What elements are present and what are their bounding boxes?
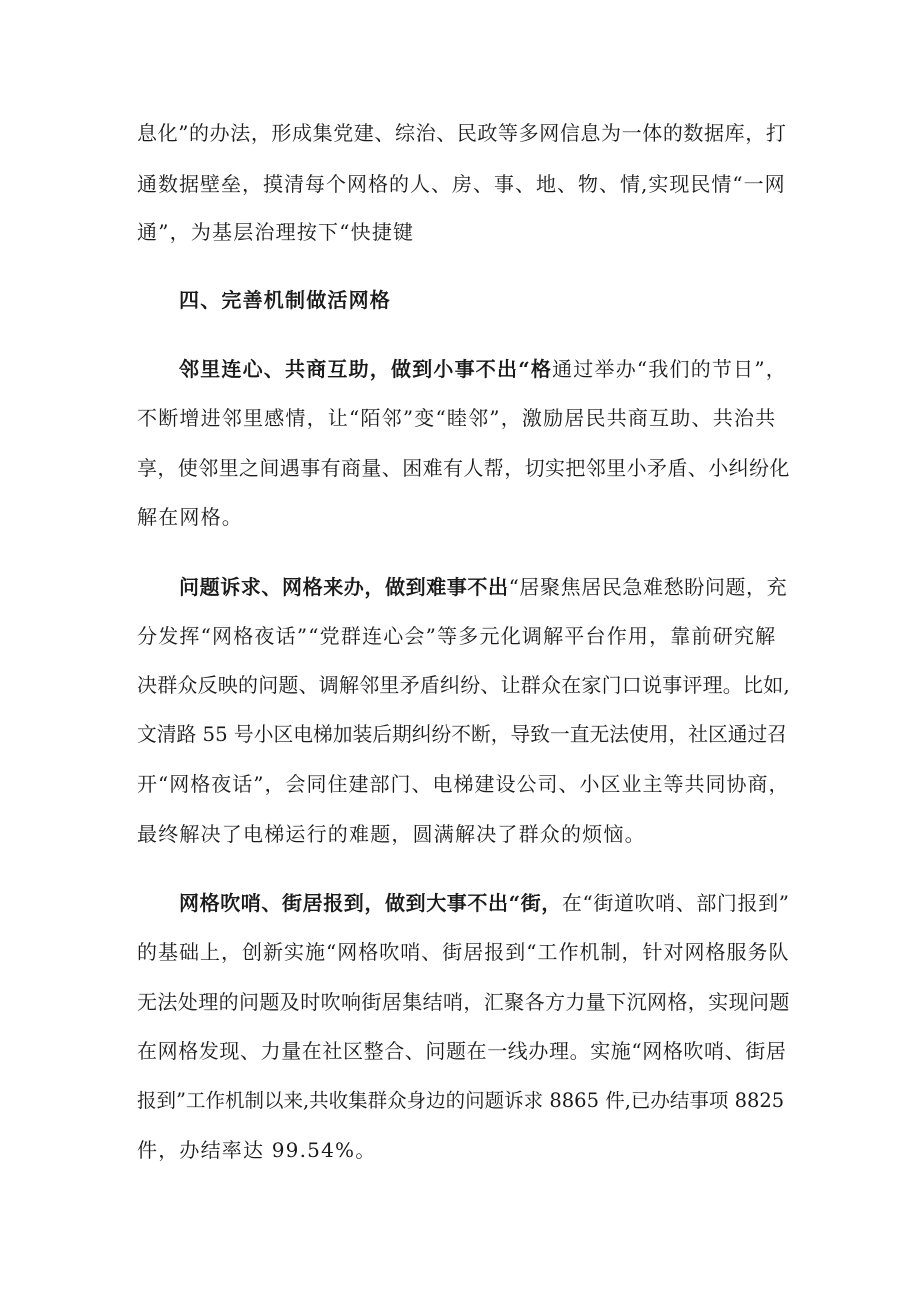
paragraph-3-line-5: 开“网格夜话”，会同住建部门、电梯建设公司、小区业主等共同协商， [137, 772, 790, 796]
paragraph-3-line-6: 最终解决了电梯运行的难题，圆满解决了群众的烦恼。 [137, 822, 646, 846]
paragraph-4-line-4: 在网格发现、力量在社区整合、问题在一线办理。实施“网格吹哨、街居 [137, 1039, 787, 1063]
paragraph-1-line-3: 通”，为基层治理按下“快捷键 [137, 220, 415, 244]
paragraph-3-lead-line [179, 575, 787, 599]
paragraph-3-line-4: 文清路 55 号小区电梯加装后期纠纷不断，导致一直无法使用，社区通过召 [137, 723, 787, 746]
paragraph-2-lead-bold: 邻里连心、共商互助，做到小事不出“格 [179, 357, 553, 381]
paragraph-1-line-1: 息化”的办法，形成集党建、综治、民政等多网信息为一体的数据库，打 [137, 121, 787, 145]
paragraph-2-line-2: 不断增进邻里感情，让“陌邻”变“睦邻”，激励居民共商互助、共治共 [137, 406, 777, 430]
paragraph-2-lead-rest: 通过举办“我们的节日”， [552, 357, 787, 381]
paragraph-4-line-6: 件，办结率达 99.54%。 [137, 1138, 377, 1162]
paragraph-4-lead-rest: 在“街道吹哨、部门报到” [561, 891, 790, 915]
paragraph-3-lead-bold: 问题诉求、网格来办，做到难事不出 [179, 575, 509, 599]
paragraph-4-lead-line [179, 891, 790, 915]
paragraph-1-line-2: 通数据壁垒，摸清每个网格的人、房、事、地、物、情,实现民情“一网 [137, 172, 786, 196]
paragraph-3-line-2: 分发挥“网格夜话”“党群连心会”等多元化调解平台作用，靠前研究解 [137, 624, 777, 648]
paragraph-4-line-2: 的基础上，创新实施“网格吹哨、街居报到“工作机制，针对网格服务队 [137, 940, 790, 964]
section-heading: 四、完善机制做活网格 [179, 288, 391, 312]
paragraph-4-line-5: 报到”工作机制以来,共收集群众身边的问题诉求 8865 件,已办结事项 8825 [137, 1089, 785, 1112]
paragraph-2-line-4: 解在网格。 [137, 505, 243, 529]
paragraph-3-lead-rest: “居聚焦居民急难愁盼问题，充 [508, 575, 788, 599]
paragraph-2-lead-line [179, 357, 787, 381]
paragraph-3-line-3: 决群众反映的问题、调解邻里矛盾纠纷、让群众在家门口说事评理。比如, [137, 673, 790, 697]
paragraph-2-line-3: 享，使邻里之间遇事有商量、困难有人帮，切实把邻里小矛盾、小纠纷化 [137, 456, 790, 480]
paragraph-4-lead-bold: 网格吹哨、街居报到，做到大事不出“街， [179, 891, 562, 915]
paragraph-4-line-3: 无法处理的问题及时吹响街居集结哨，汇聚各方力量下沉网格，实现问题 [137, 990, 790, 1014]
